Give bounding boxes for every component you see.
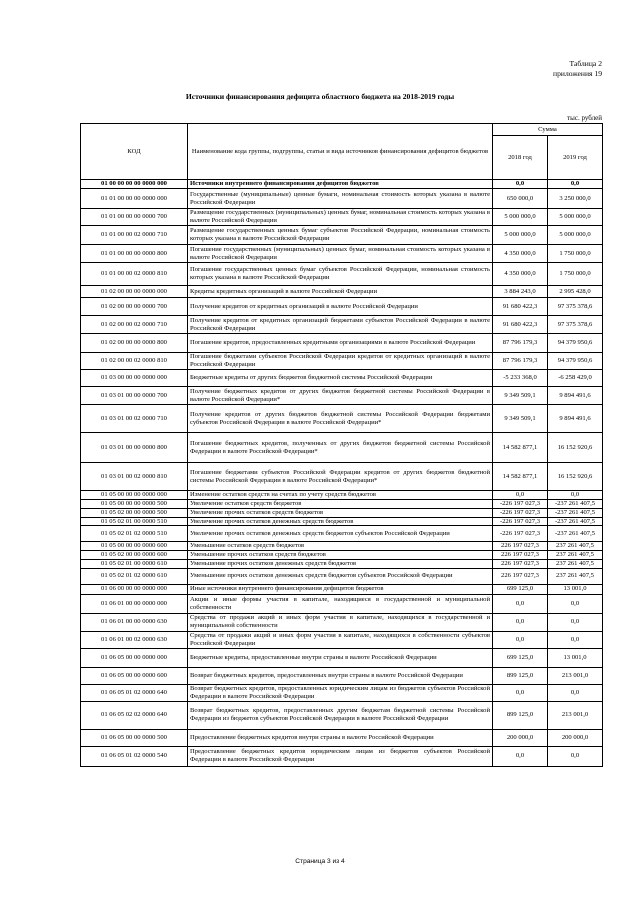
row-value-2018: 0,0 bbox=[493, 684, 548, 701]
row-code: 01 05 02 00 00 0000 500 bbox=[81, 508, 188, 517]
row-name: Увеличение остатков средств бюджетов bbox=[188, 500, 493, 509]
header-code: КОД bbox=[81, 124, 188, 180]
row-value-2019: 97 375 378,6 bbox=[548, 298, 603, 316]
row-name: Погашение бюджетами субъектов Российской Федерации кредитов от других бюджетов бюджетной системы Российской Федерации в валюте Российской Федерации* bbox=[188, 463, 493, 491]
table-row bbox=[81, 559, 603, 568]
row-value-2018: 3 884 243,0 bbox=[493, 286, 548, 298]
table-row bbox=[81, 526, 603, 542]
row-name: Средства от продажи акций и иных форм участия в капитале, находящихся в собственности субъектов Российской Федерации bbox=[188, 631, 493, 648]
row-code: 01 03 01 00 02 0000 710 bbox=[81, 405, 188, 433]
table-row bbox=[81, 387, 603, 405]
table-row bbox=[81, 568, 603, 584]
row-name: Погашение государственных (муниципальных) ценных бумаг, номинальная стоимость которых указана в валюте Российской Федерации bbox=[188, 245, 493, 263]
row-value-2018: 226 197 027,3 bbox=[493, 559, 548, 568]
row-value-2018: -226 197 027,3 bbox=[493, 526, 548, 542]
row-value-2018: 899 125,0 bbox=[493, 701, 548, 729]
row-name: Предоставление бюджетных кредитов юридическим лицам из бюджетов субъектов Российской Федерации в валюте Российской Федерации bbox=[188, 746, 493, 766]
row-value-2019: 9 894 491,6 bbox=[548, 387, 603, 405]
row-code: 01 03 01 00 00 0000 700 bbox=[81, 387, 188, 405]
row-value-2019: -237 261 407,5 bbox=[548, 526, 603, 542]
row-name: Увеличение прочих остатков средств бюджетов bbox=[188, 508, 493, 517]
row-value-2019: 237 261 407,5 bbox=[548, 559, 603, 568]
row-code: 01 03 00 00 00 0000 000 bbox=[81, 370, 188, 387]
table-row bbox=[81, 491, 603, 500]
row-code: 01 00 00 00 00 0000 000 bbox=[81, 180, 188, 189]
table-row bbox=[81, 189, 603, 209]
row-name: Возврат бюджетных кредитов, предоставленных юридическим лицам из бюджетов субъектов Российской Федерации в валюте Российской Федерации bbox=[188, 684, 493, 701]
row-name: Увеличение прочих остатков денежных средств бюджетов субъектов Российской Федерации bbox=[188, 526, 493, 542]
row-value-2019: 0,0 bbox=[548, 491, 603, 500]
row-value-2018: 699 125,0 bbox=[493, 648, 548, 667]
table-row bbox=[81, 286, 603, 298]
row-value-2018: 0,0 bbox=[493, 594, 548, 613]
row-value-2019: 0,0 bbox=[548, 684, 603, 701]
page-number: Страница 3 из 4 bbox=[295, 858, 345, 865]
financing-table bbox=[80, 123, 603, 767]
row-value-2018: 699 125,0 bbox=[493, 584, 548, 594]
row-code: 01 06 05 01 02 0000 640 bbox=[81, 684, 188, 701]
row-name: Уменьшение прочих остатков денежных средств бюджетов субъектов Российской Федерации bbox=[188, 568, 493, 584]
table-row bbox=[81, 551, 603, 560]
row-value-2018: 0,0 bbox=[493, 491, 548, 500]
row-value-2019: 5 000 000,0 bbox=[548, 226, 603, 245]
table-row bbox=[81, 542, 603, 551]
row-value-2018: 91 680 422,3 bbox=[493, 316, 548, 334]
row-code: 01 02 00 00 02 0000 710 bbox=[81, 316, 188, 334]
row-code: 01 05 02 01 02 0000 510 bbox=[81, 526, 188, 542]
row-name: Получение кредитов от кредитных организаций в валюте Российской Федерации bbox=[188, 298, 493, 316]
table-row bbox=[81, 517, 603, 526]
row-code: 01 02 00 00 02 0000 810 bbox=[81, 353, 188, 370]
row-value-2018: 87 796 179,3 bbox=[493, 334, 548, 353]
table-row bbox=[81, 298, 603, 316]
table-row bbox=[81, 334, 603, 353]
row-value-2019: 0,0 bbox=[548, 180, 603, 189]
row-value-2018: 9 349 509,1 bbox=[493, 405, 548, 433]
row-value-2019: 97 375 378,6 bbox=[548, 316, 603, 334]
table-row bbox=[81, 648, 603, 667]
row-value-2019: 16 152 920,6 bbox=[548, 463, 603, 491]
row-code: 01 02 00 00 00 0000 800 bbox=[81, 334, 188, 353]
row-name: Бюджетные кредиты, предоставленные внутри страны в валюте Российской Федерации bbox=[188, 648, 493, 667]
row-value-2019: 0,0 bbox=[548, 613, 603, 631]
header-year-2018: 2018 год bbox=[493, 136, 548, 180]
row-value-2019: 213 001,0 bbox=[548, 701, 603, 729]
row-code: 01 01 00 00 00 0000 800 bbox=[81, 245, 188, 263]
row-value-2019: 0,0 bbox=[548, 746, 603, 766]
row-value-2019: 1 750 000,0 bbox=[548, 263, 603, 286]
row-name: Государственные (муниципальные) ценные бумаги, номинальная стоимость которых указана в валюте Российской Федерации bbox=[188, 189, 493, 209]
row-name: Предоставление бюджетных кредитов внутри страны в валюте Российской Федерации bbox=[188, 729, 493, 746]
table-row bbox=[81, 263, 603, 286]
row-code: 01 05 02 00 00 0000 600 bbox=[81, 551, 188, 560]
row-value-2019: 5 000 000,0 bbox=[548, 209, 603, 226]
table-row bbox=[81, 209, 603, 226]
row-value-2018: 14 582 877,1 bbox=[493, 463, 548, 491]
row-code: 01 06 05 00 00 0000 500 bbox=[81, 729, 188, 746]
row-name: Увеличение прочих остатков денежных средств бюджетов bbox=[188, 517, 493, 526]
table-caption bbox=[553, 59, 602, 79]
row-value-2018: 650 000,0 bbox=[493, 189, 548, 209]
table-row bbox=[81, 746, 603, 766]
table-row bbox=[81, 180, 603, 189]
row-code: 01 05 02 01 00 0000 510 bbox=[81, 517, 188, 526]
row-name: Возврат бюджетных кредитов, предоставленных внутри страны в валюте Российской Федерации bbox=[188, 667, 493, 684]
row-code: 01 06 05 00 00 0000 600 bbox=[81, 667, 188, 684]
table-row bbox=[81, 508, 603, 517]
table-row bbox=[81, 684, 603, 701]
row-value-2019: 94 379 950,6 bbox=[548, 353, 603, 370]
row-value-2019: 3 250 000,0 bbox=[548, 189, 603, 209]
row-code: 01 02 00 00 00 0000 000 bbox=[81, 286, 188, 298]
row-value-2018: 0,0 bbox=[493, 746, 548, 766]
header-year-2019: 2019 год bbox=[548, 136, 603, 180]
row-value-2019: 0,0 bbox=[548, 631, 603, 648]
row-value-2018: -226 197 027,3 bbox=[493, 517, 548, 526]
row-value-2018: 4 350 000,0 bbox=[493, 263, 548, 286]
header-sum: Сумма bbox=[493, 124, 603, 136]
row-value-2019: 1 750 000,0 bbox=[548, 245, 603, 263]
row-value-2019: 200 000,0 bbox=[548, 729, 603, 746]
row-value-2018: -5 233 368,0 bbox=[493, 370, 548, 387]
row-name: Уменьшение остатков средств бюджетов bbox=[188, 542, 493, 551]
row-value-2019: 2 995 428,0 bbox=[548, 286, 603, 298]
table-row bbox=[81, 701, 603, 729]
row-name: Получение кредитов от кредитных организаций бюджетами субъектов Российской Федерации в валюте Российской Федерации bbox=[188, 316, 493, 334]
row-name: Погашение государственных ценных бумаг субъектов Российской Федерации, номинальная стоимость которых указана в валюте Российской Федерации bbox=[188, 263, 493, 286]
row-value-2019: 213 001,0 bbox=[548, 667, 603, 684]
row-value-2018: 226 197 027,3 bbox=[493, 542, 548, 551]
header-name: Наименование кода группы, подгруппы, статьи и вида источников финансирования дефицитов бюджетов bbox=[188, 124, 493, 180]
row-code: 01 05 02 01 00 0000 610 bbox=[81, 559, 188, 568]
row-value-2018: 226 197 027,3 bbox=[493, 568, 548, 584]
row-value-2019: -237 261 407,5 bbox=[548, 500, 603, 509]
table-number: Таблица 2 bbox=[569, 59, 602, 68]
appendix-ref: приложения 19 bbox=[553, 69, 602, 78]
row-value-2018: 200 000,0 bbox=[493, 729, 548, 746]
row-value-2018: 14 582 877,1 bbox=[493, 433, 548, 463]
row-value-2018: 0,0 bbox=[493, 631, 548, 648]
row-name: Иные источники внутреннего финансирования дефицитов бюджетов bbox=[188, 584, 493, 594]
table-row bbox=[81, 245, 603, 263]
row-name: Средства от продажи акций и иных форм участия в капитале, находящихся в государственной и муниципальной собственности bbox=[188, 613, 493, 631]
row-value-2019: 237 261 407,5 bbox=[548, 568, 603, 584]
row-value-2019: -6 258 429,0 bbox=[548, 370, 603, 387]
row-value-2019: 13 001,0 bbox=[548, 584, 603, 594]
row-name: Изменение остатков средств на счетах по учету средств бюджетов bbox=[188, 491, 493, 500]
row-code: 01 06 01 00 00 0000 630 bbox=[81, 613, 188, 631]
row-name: Погашение кредитов, предоставленных кредитными организациями в валюте Российской Федерации bbox=[188, 334, 493, 353]
row-code: 01 05 00 00 00 0000 500 bbox=[81, 500, 188, 509]
units-label: тыс. рублей bbox=[567, 114, 602, 122]
row-code: 01 01 00 00 02 0000 710 bbox=[81, 226, 188, 245]
row-name: Получение бюджетных кредитов от других бюджетов бюджетной системы Российской Федерации в валюте Российской Федерации* bbox=[188, 387, 493, 405]
table-row bbox=[81, 316, 603, 334]
row-value-2019: 13 001,0 bbox=[548, 648, 603, 667]
row-name: Получение кредитов от других бюджетов бюджетной системы Российской Федерации бюджетами субъектов Российской Федерации в валюте Российской Федерации* bbox=[188, 405, 493, 433]
page-title: Источники финансирования дефицита областного бюджета на 2018-2019 годы bbox=[185, 92, 455, 101]
row-name: Акции и иные формы участия в капитале, находящиеся в государственной и муниципальной собственности bbox=[188, 594, 493, 613]
row-value-2019: 237 261 407,5 bbox=[548, 542, 603, 551]
row-code: 01 03 01 00 00 0000 800 bbox=[81, 433, 188, 463]
row-code: 01 05 02 01 02 0000 610 bbox=[81, 568, 188, 584]
row-name: Уменьшение прочих остатков денежных средств бюджетов bbox=[188, 559, 493, 568]
row-name: Уменьшение прочих остатков средств бюджетов bbox=[188, 551, 493, 560]
row-name: Бюджетные кредиты от других бюджетов бюджетной системы Российской Федерации bbox=[188, 370, 493, 387]
row-value-2018: -226 197 027,3 bbox=[493, 500, 548, 509]
row-value-2019: 94 379 950,6 bbox=[548, 334, 603, 353]
row-name: Размещение государственных ценных бумаг субъектов Российской Федерации, номинальная стоимость которых указана в валюте Российской Федерации bbox=[188, 226, 493, 245]
table-row bbox=[81, 613, 603, 631]
row-code: 01 01 00 00 00 0000 000 bbox=[81, 189, 188, 209]
row-value-2018: 4 350 000,0 bbox=[493, 245, 548, 263]
row-value-2019: -237 261 407,5 bbox=[548, 508, 603, 517]
row-value-2018: 5 000 000,0 bbox=[493, 209, 548, 226]
row-name: Возврат бюджетных кредитов, предоставленных другим бюджетам бюджетной системы Российской Федерации из бюджетов субъектов Российской Федерации в валюте Российской Федерации bbox=[188, 701, 493, 729]
row-value-2018: 226 197 027,3 bbox=[493, 551, 548, 560]
table-row bbox=[81, 433, 603, 463]
row-code: 01 01 00 00 00 0000 700 bbox=[81, 209, 188, 226]
row-code: 01 03 01 00 02 0000 810 bbox=[81, 463, 188, 491]
row-value-2019: -237 261 407,5 bbox=[548, 517, 603, 526]
table-row bbox=[81, 584, 603, 594]
table-row bbox=[81, 631, 603, 648]
row-value-2018: 0,0 bbox=[493, 613, 548, 631]
table-row bbox=[81, 353, 603, 370]
row-code: 01 06 05 02 02 0000 640 bbox=[81, 701, 188, 729]
row-value-2019: 0,0 bbox=[548, 594, 603, 613]
table-body bbox=[81, 180, 603, 767]
row-code: 01 06 01 00 00 0000 000 bbox=[81, 594, 188, 613]
row-value-2018: 9 349 509,1 bbox=[493, 387, 548, 405]
table-row bbox=[81, 594, 603, 613]
row-code: 01 06 05 00 00 0000 000 bbox=[81, 648, 188, 667]
row-code: 01 05 00 00 00 0000 600 bbox=[81, 542, 188, 551]
row-code: 01 06 01 00 02 0000 630 bbox=[81, 631, 188, 648]
table-row bbox=[81, 226, 603, 245]
row-code: 01 06 00 00 00 0000 000 bbox=[81, 584, 188, 594]
row-code: 01 05 00 00 00 0000 000 bbox=[81, 491, 188, 500]
row-value-2019: 16 152 920,6 bbox=[548, 433, 603, 463]
row-value-2018: 91 680 422,3 bbox=[493, 298, 548, 316]
row-value-2019: 237 261 407,5 bbox=[548, 551, 603, 560]
row-name: Источники внутреннего финансирования дефицитов бюджетов bbox=[188, 180, 493, 189]
row-name: Погашение бюджетами субъектов Российской Федерации кредитов от кредитных организаций в валюте Российской Федерации bbox=[188, 353, 493, 370]
row-value-2018: -226 197 027,3 bbox=[493, 508, 548, 517]
row-value-2018: 87 796 179,3 bbox=[493, 353, 548, 370]
row-value-2018: 0,0 bbox=[493, 180, 548, 189]
row-value-2019: 9 894 491,6 bbox=[548, 405, 603, 433]
table-row bbox=[81, 405, 603, 433]
row-value-2018: 899 125,0 bbox=[493, 667, 548, 684]
row-name: Размещение государственных (муниципальных) ценных бумаг, номинальная стоимость которых указана в валюте Российской Федерации bbox=[188, 209, 493, 226]
table-row bbox=[81, 667, 603, 684]
row-code: 01 01 00 00 02 0000 810 bbox=[81, 263, 188, 286]
row-code: 01 06 05 01 02 0000 540 bbox=[81, 746, 188, 766]
row-name: Кредиты кредитных организаций в валюте Российской Федерации bbox=[188, 286, 493, 298]
table-row bbox=[81, 729, 603, 746]
row-name: Погашение бюджетных кредитов, полученных от других бюджетов бюджетной системы Российской Федерации в валюте Российской Федерации* bbox=[188, 433, 493, 463]
table-row bbox=[81, 500, 603, 509]
table-row bbox=[81, 463, 603, 491]
row-code: 01 02 00 00 00 0000 700 bbox=[81, 298, 188, 316]
row-value-2018: 5 000 000,0 bbox=[493, 226, 548, 245]
table-row bbox=[81, 370, 603, 387]
